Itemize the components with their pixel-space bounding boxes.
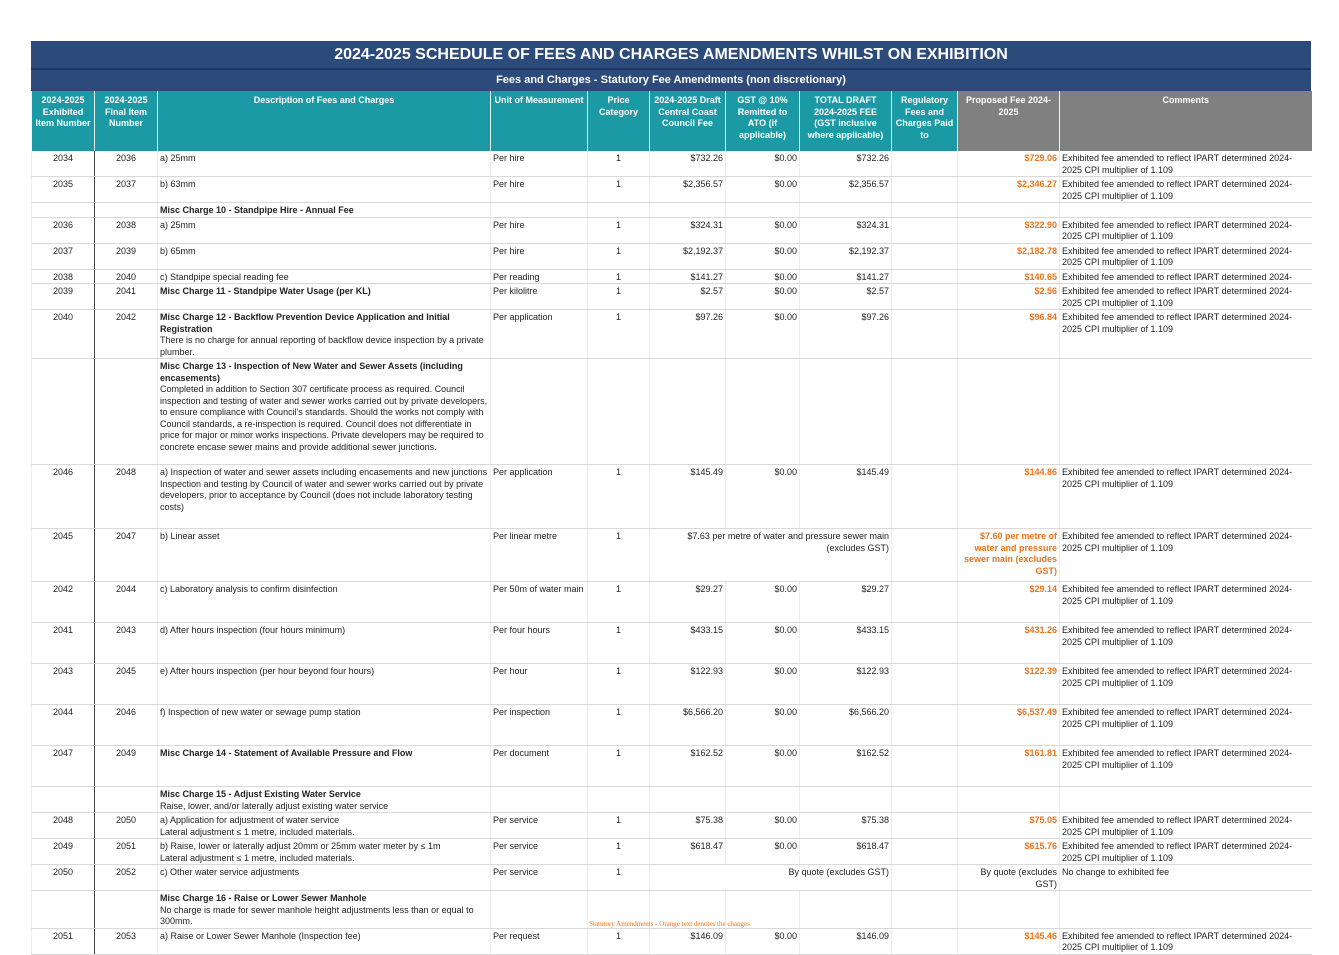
draft-fee-cell: $97.26 (650, 310, 726, 359)
regulatory-cell (892, 746, 958, 787)
exhibited-item-cell: 2043 (32, 664, 95, 705)
col-total-fee: TOTAL DRAFT 2024-2025 FEE (GST inclusive where applicable) (800, 91, 892, 151)
empty-cell (958, 359, 1060, 465)
exhibited-item-cell: 2044 (32, 705, 95, 746)
final-item-cell: 2038 (95, 217, 158, 243)
draft-fee-cell: $324.31 (650, 217, 726, 243)
price-category-cell: 1 (588, 310, 650, 359)
description-text: b) Linear asset (160, 531, 220, 541)
exhibited-item-cell: 2037 (32, 243, 95, 269)
unit-cell: Per linear metre (491, 529, 588, 582)
draft-fee-cell: $122.93 (650, 664, 726, 705)
description-text: c) Standpipe special reading fee (160, 271, 289, 282)
price-category-cell: 1 (588, 217, 650, 243)
price-category-cell: 1 (588, 839, 650, 865)
description-text: f) Inspection of new water or sewage pump station (160, 707, 361, 717)
final-item-cell: 2046 (95, 705, 158, 746)
total-fee-cell: $75.38 (800, 813, 892, 839)
section-note: Completed in addition to Section 307 certificate process as required. Council inspection and testing of water and sewer works carried out by private developers, to ensure compliance with Council's standards. Should the works not comply with Council standards, a re-inspection is required. Council does not differentiate in price for major or minor works inspections. Private developers may be required to concrete encase sewer mains and provide additional sewer junctions. (160, 384, 488, 452)
table-row (32, 465, 1312, 529)
description-cell (158, 529, 491, 582)
description-text: a) 25mm (160, 153, 196, 163)
description-text: Misc Charge 14 - Statement of Available Pressure and Flow (160, 748, 413, 758)
total-fee-cell: $141.27 (800, 269, 892, 284)
exhibited-item-cell: 2041 (32, 623, 95, 664)
empty-cell (1060, 787, 1312, 813)
col-proposed-fee: Proposed Fee 2024-2025 (958, 91, 1060, 151)
gst-cell: $0.00 (726, 310, 800, 359)
draft-fee-cell: $618.47 (650, 839, 726, 865)
col-draft-fee: 2024-2025 Draft Central Coast Council Fee (650, 91, 726, 151)
final-item-cell: 2044 (95, 582, 158, 623)
proposed-fee-cell: By quote (excludes GST) (958, 865, 1060, 891)
table-row (32, 865, 1312, 891)
regulatory-cell (892, 465, 958, 529)
col-comments: Comments (1060, 91, 1312, 151)
empty-cell (491, 787, 588, 813)
regulatory-cell (892, 582, 958, 623)
price-category-cell: 1 (588, 664, 650, 705)
final-item-cell: 2045 (95, 664, 158, 705)
gst-cell: $0.00 (726, 705, 800, 746)
exhibited-item-cell: 2048 (32, 813, 95, 839)
page-title: 2024-2025 SCHEDULE OF FEES AND CHARGES AMENDMENTS WHILST ON EXHIBITION (31, 41, 1311, 68)
fee-span-cell: $7.63 per metre of water and pressure sewer main (excludes GST) (650, 529, 892, 582)
empty-cell (800, 359, 892, 465)
draft-fee-cell: $145.49 (650, 465, 726, 529)
comment-cell: Exhibited fee amended to reflect IPART determined 2024-2025 CPI multiplier of 1.109 (1060, 664, 1312, 705)
comment-cell: Exhibited fee amended to reflect IPART determined 2024-2025 CPI multiplier of 1.109 (1060, 839, 1312, 865)
header-row (32, 91, 1312, 151)
description-cell (158, 664, 491, 705)
total-fee-cell: $29.27 (800, 582, 892, 623)
comment-cell: Exhibited fee amended to reflect IPART determined 2024-2025 CPI multiplier of 1.109 (1060, 465, 1312, 529)
description-text: a) Raise or Lower Sewer Manhole (Inspection fee) (160, 930, 361, 941)
comment-cell: Exhibited fee amended to reflect IPART determined 2024-2025 CPI multiplier of 1.109 (1060, 151, 1312, 177)
price-category-cell: 1 (588, 865, 650, 891)
price-category-cell: 1 (588, 284, 650, 310)
total-fee-cell: $433.15 (800, 623, 892, 664)
gst-cell: $0.00 (726, 269, 800, 284)
description-detail: Inspection and testing by Council of water and sewer works carried out by private developers, prior to acceptance by Council (does not include laboratory testing costs) (160, 478, 484, 512)
comment-cell: Exhibited fee amended to reflect IPART determined 2024- (1060, 269, 1312, 284)
exhibited-item-cell: 2045 (32, 529, 95, 582)
unit-cell: Per four hours (491, 623, 588, 664)
unit-cell: Per hire (491, 177, 588, 203)
description-text: Misc Charge 11 - Standpipe Water Usage (per KL) (160, 286, 371, 296)
regulatory-cell (892, 664, 958, 705)
table-row (32, 664, 1312, 705)
empty-cell (800, 203, 892, 218)
description-cell (158, 705, 491, 746)
comment-cell: Exhibited fee amended to reflect IPART determined 2024-2025 CPI multiplier of 1.109 (1060, 310, 1312, 359)
gst-cell: $0.00 (726, 664, 800, 705)
proposed-fee-cell: $431.26 (958, 623, 1060, 664)
empty-cell (892, 359, 958, 465)
table-row (32, 529, 1312, 582)
table-row (32, 217, 1312, 243)
description-detail: There is no charge for annual reporting of backflow device inspection by a private plumber. (160, 335, 484, 357)
final-item-cell: 2042 (95, 310, 158, 359)
section-heading-row (32, 203, 1312, 218)
total-fee-cell: $162.52 (800, 746, 892, 787)
description-text: c) Laboratory analysis to confirm disinfection (160, 584, 338, 594)
table-body (32, 151, 1312, 954)
regulatory-cell (892, 705, 958, 746)
section-subtitle: Fees and Charges - Statutory Fee Amendments (non discretionary) (31, 68, 1311, 91)
description-text: a) 25mm (160, 219, 196, 230)
description-detail: Lateral adjustment ≤ 1 metre, included materials. (160, 852, 355, 863)
final-item-cell: 2047 (95, 529, 158, 582)
proposed-fee-cell: $145.46 (958, 928, 1060, 954)
empty-cell (958, 203, 1060, 218)
gst-cell: $0.00 (726, 623, 800, 664)
gst-cell: $0.00 (726, 243, 800, 269)
unit-cell: Per hire (491, 217, 588, 243)
comment-cell: Exhibited fee amended to reflect IPART determined 2024-2025 CPI multiplier of 1.109 (1060, 813, 1312, 839)
final-item-cell: 2048 (95, 465, 158, 529)
exhibited-item-cell (32, 787, 95, 813)
proposed-fee-cell: $322.90 (958, 217, 1060, 243)
description-cell (158, 359, 491, 465)
col-exhibited-item: 2024-2025 Exhibited Item Number (32, 91, 95, 151)
exhibited-item-cell: 2039 (32, 284, 95, 310)
unit-cell: Per application (491, 310, 588, 359)
regulatory-cell (892, 839, 958, 865)
final-item-cell: 2051 (95, 839, 158, 865)
description-text: b) 63mm (160, 179, 196, 189)
price-category-cell: 1 (588, 529, 650, 582)
regulatory-cell (892, 623, 958, 664)
empty-cell (588, 359, 650, 465)
proposed-fee-cell: $144.86 (958, 465, 1060, 529)
comment-cell: Exhibited fee amended to reflect IPART determined 2024-2025 CPI multiplier of 1.109 (1060, 746, 1312, 787)
table-row (32, 243, 1312, 269)
total-fee-cell: $146.09 (800, 928, 892, 954)
description-detail: Lateral adjustment ≤ 1 metre, included materials. (160, 826, 355, 837)
gst-cell: $0.00 (726, 582, 800, 623)
exhibited-item-cell: 2050 (32, 865, 95, 891)
draft-fee-cell: $732.26 (650, 151, 726, 177)
regulatory-cell (892, 243, 958, 269)
description-cell (158, 813, 491, 839)
table-row (32, 310, 1312, 359)
regulatory-cell (892, 217, 958, 243)
description-cell (158, 746, 491, 787)
description-cell (158, 310, 491, 359)
price-category-cell: 1 (588, 813, 650, 839)
col-price-category: Price Category (588, 91, 650, 151)
total-fee-cell: $2,356.57 (800, 177, 892, 203)
description-cell (158, 465, 491, 529)
exhibited-item-cell: 2035 (32, 177, 95, 203)
section-heading: Misc Charge 16 - Raise or Lower Sewer Manhole (160, 893, 367, 903)
regulatory-cell (892, 151, 958, 177)
empty-cell (588, 787, 650, 813)
table-row (32, 151, 1312, 177)
description-cell (158, 177, 491, 203)
comment-cell: Exhibited fee amended to reflect IPART determined 2024-2025 CPI multiplier of 1.109 (1060, 284, 1312, 310)
proposed-fee-cell: $2,182.78 (958, 243, 1060, 269)
exhibited-item-cell: 2034 (32, 151, 95, 177)
description-text: a) Application for adjustment of water service (160, 815, 340, 825)
unit-cell: Per 50m of water main (491, 582, 588, 623)
empty-cell (491, 203, 588, 218)
comment-cell: Exhibited fee amended to reflect IPART determined 2024-2025 CPI multiplier of 1.109 (1060, 928, 1312, 954)
proposed-fee-cell: $140.65 (958, 269, 1060, 284)
description-cell (158, 928, 491, 954)
description-text: b) Raise, lower or laterally adjust 20mm or 25mm water meter by ≤ 1m (160, 841, 441, 851)
price-category-cell: 1 (588, 151, 650, 177)
table-row (32, 746, 1312, 787)
gst-cell: $0.00 (726, 177, 800, 203)
col-final-item: 2024-2025 Final Item Number (95, 91, 158, 151)
empty-cell (800, 787, 892, 813)
exhibited-item-cell: 2042 (32, 582, 95, 623)
unit-cell: Per service (491, 813, 588, 839)
fees-table (31, 91, 1312, 955)
comment-cell: Exhibited fee amended to reflect IPART determined 2024-2025 CPI multiplier of 1.109 (1060, 582, 1312, 623)
regulatory-cell (892, 310, 958, 359)
proposed-fee-cell: $161.81 (958, 746, 1060, 787)
gst-cell: $0.00 (726, 217, 800, 243)
draft-fee-cell: $75.38 (650, 813, 726, 839)
draft-fee-cell: $6,566.20 (650, 705, 726, 746)
total-fee-cell: $6,566.20 (800, 705, 892, 746)
section-note: Raise, lower, and/or laterally adjust existing water service (160, 800, 389, 811)
empty-cell (650, 359, 726, 465)
unit-cell: Per kilolitre (491, 284, 588, 310)
footer-note: Statutory Amendments - Orange text denotes the changes (589, 920, 750, 928)
gst-cell: $0.00 (726, 465, 800, 529)
total-fee-cell: $2,192.37 (800, 243, 892, 269)
exhibited-item-cell: 2038 (32, 269, 95, 284)
gst-cell: $0.00 (726, 746, 800, 787)
proposed-fee-cell: $2.56 (958, 284, 1060, 310)
regulatory-cell (892, 269, 958, 284)
unit-cell: Per hire (491, 243, 588, 269)
unit-cell: Per application (491, 465, 588, 529)
unit-cell: Per reading (491, 269, 588, 284)
regulatory-cell (892, 865, 958, 891)
final-item-cell: 2052 (95, 865, 158, 891)
draft-fee-cell: $2,356.57 (650, 177, 726, 203)
empty-cell (1060, 359, 1312, 465)
final-item-cell (95, 203, 158, 218)
description-cell (158, 839, 491, 865)
total-fee-cell: $732.26 (800, 151, 892, 177)
empty-cell (650, 203, 726, 218)
table-row (32, 705, 1312, 746)
price-category-cell: 1 (588, 269, 650, 284)
regulatory-cell (892, 177, 958, 203)
draft-fee-cell: $2,192.37 (650, 243, 726, 269)
price-category-cell: 1 (588, 243, 650, 269)
price-category-cell: 1 (588, 928, 650, 954)
proposed-fee-cell: $7.60 per metre of water and pressure sewer main (excludes GST) (958, 529, 1060, 582)
section-heading-row (32, 359, 1312, 465)
price-category-cell: 1 (588, 746, 650, 787)
final-item-cell: 2039 (95, 243, 158, 269)
exhibited-item-cell: 2047 (32, 746, 95, 787)
exhibited-item-cell (32, 359, 95, 465)
comment-cell: Exhibited fee amended to reflect IPART determined 2024-2025 CPI multiplier of 1.109 (1060, 217, 1312, 243)
unit-cell: Per document (491, 746, 588, 787)
col-regulatory-paid-to: Regulatory Fees and Charges Paid to (892, 91, 958, 151)
description-cell (158, 151, 491, 177)
comment-cell: Exhibited fee amended to reflect IPART determined 2024-2025 CPI multiplier of 1.109 (1060, 623, 1312, 664)
fee-schedule-sheet (31, 41, 1311, 955)
description-text: e) After hours inspection (per hour beyond four hours) (160, 666, 375, 676)
description-cell (158, 269, 491, 284)
description-cell (158, 787, 491, 813)
proposed-fee-cell: $615.76 (958, 839, 1060, 865)
table-row (32, 269, 1312, 284)
col-unit: Unit of Measurement (491, 91, 588, 151)
total-fee-cell: $145.49 (800, 465, 892, 529)
total-fee-cell: $618.47 (800, 839, 892, 865)
description-cell (158, 865, 491, 891)
empty-cell (958, 787, 1060, 813)
draft-fee-cell: $141.27 (650, 269, 726, 284)
gst-cell: $0.00 (726, 928, 800, 954)
col-description: Description of Fees and Charges (158, 91, 491, 151)
proposed-fee-cell: $2,346.27 (958, 177, 1060, 203)
final-item-cell: 2043 (95, 623, 158, 664)
regulatory-cell (892, 813, 958, 839)
description-cell (158, 203, 491, 218)
unit-cell: Per request (491, 928, 588, 954)
comment-cell: Exhibited fee amended to reflect IPART determined 2024-2025 CPI multiplier of 1.109 (1060, 705, 1312, 746)
empty-cell (726, 203, 800, 218)
draft-fee-cell: $2.57 (650, 284, 726, 310)
empty-cell (726, 359, 800, 465)
draft-fee-cell: $146.09 (650, 928, 726, 954)
regulatory-cell (892, 529, 958, 582)
table-row (32, 813, 1312, 839)
unit-cell: Per service (491, 839, 588, 865)
exhibited-item-cell: 2040 (32, 310, 95, 359)
proposed-fee-cell: $6,537.49 (958, 705, 1060, 746)
draft-fee-cell: $162.52 (650, 746, 726, 787)
total-fee-cell: $2.57 (800, 284, 892, 310)
comment-cell: Exhibited fee amended to reflect IPART determined 2024-2025 CPI multiplier of 1.109 (1060, 177, 1312, 203)
final-item-cell: 2036 (95, 151, 158, 177)
exhibited-item-cell (32, 203, 95, 218)
section-heading: Misc Charge 10 - Standpipe Hire - Annual Fee (160, 205, 354, 215)
total-fee-cell: $324.31 (800, 217, 892, 243)
section-heading: Misc Charge 15 - Adjust Existing Water Service (160, 789, 361, 799)
gst-cell: $0.00 (726, 813, 800, 839)
regulatory-cell (892, 284, 958, 310)
exhibited-item-cell: 2049 (32, 839, 95, 865)
gst-cell: $0.00 (726, 839, 800, 865)
price-category-cell: 1 (588, 582, 650, 623)
total-fee-cell: $97.26 (800, 310, 892, 359)
proposed-fee-cell: $75.05 (958, 813, 1060, 839)
regulatory-cell (892, 928, 958, 954)
empty-cell (1060, 203, 1312, 218)
table-row (32, 284, 1312, 310)
comment-cell: Exhibited fee amended to reflect IPART determined 2024-2025 CPI multiplier of 1.109 (1060, 243, 1312, 269)
table-row (32, 582, 1312, 623)
price-category-cell: 1 (588, 465, 650, 529)
price-category-cell: 1 (588, 177, 650, 203)
empty-cell (650, 787, 726, 813)
price-category-cell: 1 (588, 705, 650, 746)
table-row (32, 839, 1312, 865)
section-heading: Misc Charge 13 - Inspection of New Water and Sewer Assets (including encasements) (160, 361, 463, 383)
final-item-cell: 2041 (95, 284, 158, 310)
fee-span-cell: By quote (excludes GST) (650, 865, 892, 891)
empty-cell (892, 203, 958, 218)
empty-cell (588, 203, 650, 218)
description-cell (158, 217, 491, 243)
final-item-cell: 2049 (95, 746, 158, 787)
empty-cell (726, 787, 800, 813)
comment-cell: No change to exhibited fee (1060, 865, 1312, 891)
description-text: a) Inspection of water and sewer assets including encasements and new junctions (160, 467, 488, 477)
final-item-cell: 2050 (95, 813, 158, 839)
description-cell (158, 284, 491, 310)
section-note: No charge is made for sewer manhole height adjustments less than or equal to 300mm. (160, 904, 474, 926)
proposed-fee-cell: $29.14 (958, 582, 1060, 623)
description-text: c) Other water service adjustments (160, 867, 300, 877)
col-gst: GST @ 10% Remitted to ATO (if applicable) (726, 91, 800, 151)
description-text: b) 65mm (160, 245, 196, 256)
description-cell (158, 623, 491, 664)
final-item-cell: 2037 (95, 177, 158, 203)
empty-cell (892, 787, 958, 813)
empty-cell (491, 359, 588, 465)
comment-cell: Exhibited fee amended to reflect IPART determined 2024-2025 CPI multiplier of 1.109 (1060, 529, 1312, 582)
description-text: Misc Charge 12 - Backflow Prevention Device Application and Initial Registration (160, 312, 450, 334)
unit-cell: Per hire (491, 151, 588, 177)
proposed-fee-cell: $122.39 (958, 664, 1060, 705)
gst-cell: $0.00 (726, 284, 800, 310)
draft-fee-cell: $29.27 (650, 582, 726, 623)
gst-cell: $0.00 (726, 151, 800, 177)
section-heading-row (32, 787, 1312, 813)
unit-cell: Per service (491, 865, 588, 891)
proposed-fee-cell: $729.06 (958, 151, 1060, 177)
final-item-cell: 2053 (95, 928, 158, 954)
table-row (32, 177, 1312, 203)
final-item-cell: 2040 (95, 269, 158, 284)
final-item-cell (95, 359, 158, 465)
description-cell (158, 243, 491, 269)
unit-cell: Per hour (491, 664, 588, 705)
exhibited-item-cell: 2046 (32, 465, 95, 529)
description-cell (158, 582, 491, 623)
price-category-cell: 1 (588, 623, 650, 664)
total-fee-cell: $122.93 (800, 664, 892, 705)
exhibited-item-cell: 2036 (32, 217, 95, 243)
proposed-fee-cell: $96.84 (958, 310, 1060, 359)
table-row (32, 928, 1312, 954)
draft-fee-cell: $433.15 (650, 623, 726, 664)
final-item-cell (95, 787, 158, 813)
unit-cell: Per inspection (491, 705, 588, 746)
exhibited-item-cell: 2051 (32, 928, 95, 954)
description-text: d) After hours inspection (four hours minimum) (160, 625, 346, 635)
table-row (32, 623, 1312, 664)
